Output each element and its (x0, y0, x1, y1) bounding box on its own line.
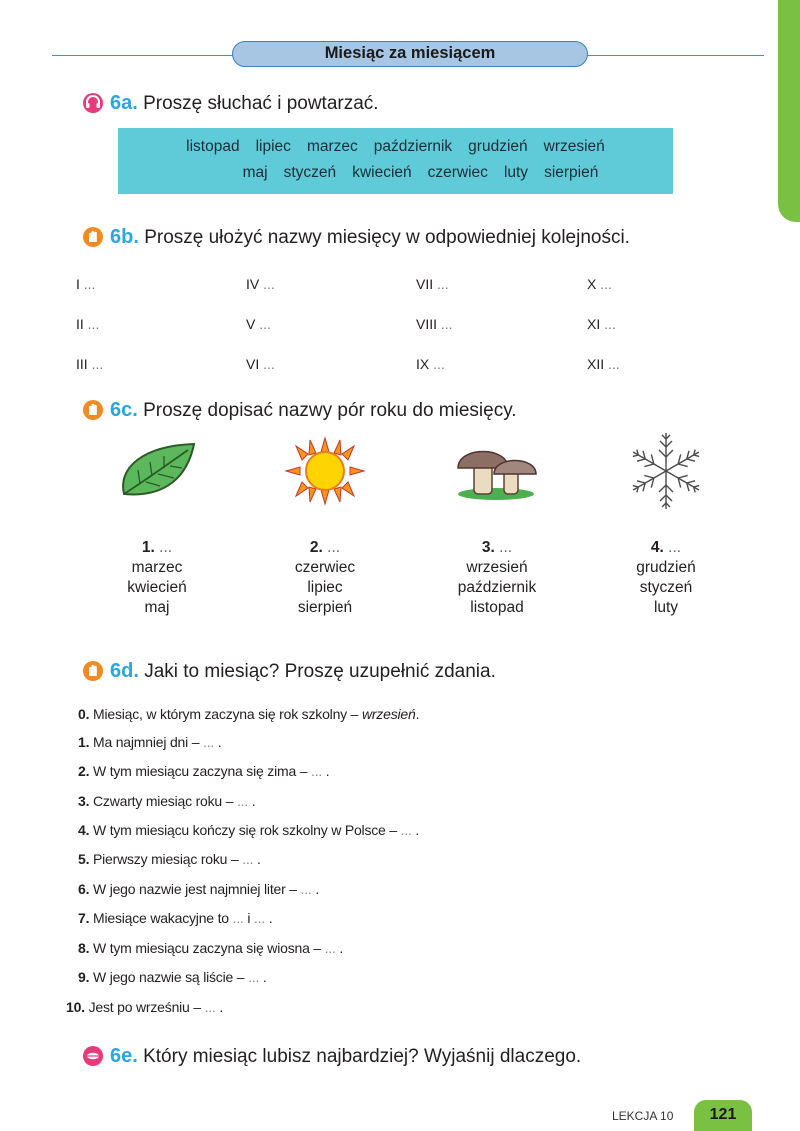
exercise-number: 6d. (110, 660, 139, 682)
sentence-2: 2. W tym miesiącu zaczyna się zima – ... . (78, 763, 330, 779)
sentence-8: 8. W tym miesiącu zaczyna się wiosna – ... . (78, 940, 344, 956)
months-banner (118, 128, 673, 194)
hand-icon (82, 226, 104, 253)
lesson-label: LEKCJA 10 (612, 1109, 674, 1123)
roman-slot: III ... (76, 356, 104, 372)
month-word: listopad (186, 138, 240, 155)
sentence-0: 0. Miesiąc, w którym zaczyna się rok szkolny – wrzesień. (78, 706, 420, 722)
page-number: 121 (694, 1100, 752, 1131)
leaf-icon (116, 440, 198, 502)
speech-icon (82, 1045, 104, 1072)
month-word: styczeń (283, 164, 337, 181)
month-word: maj (242, 164, 268, 181)
hand-icon (82, 399, 104, 426)
sentence-5: 5. Pierwszy miesiąc roku – ... . (78, 851, 261, 867)
exercise-number: 6a. (110, 92, 138, 114)
sentence-1: 1. Ma najmniej dni – ... . (78, 734, 222, 750)
roman-slot: VIII ... (416, 316, 453, 332)
exercise-instruction: Jaki to miesiąc? Proszę uzupełnić zdania. (144, 661, 496, 682)
month-word: luty (503, 164, 529, 181)
sun-icon (282, 436, 368, 506)
exercise-number: 6b. (110, 226, 139, 248)
month-word: październik (373, 138, 453, 155)
exercise-6a-title (110, 91, 379, 116)
roman-slot: X ... (587, 276, 612, 292)
season-column-4: 4. ... grudzień styczeń luty (636, 539, 696, 616)
season-column-2: 2. ... czerwiec lipiec sierpień (294, 539, 356, 616)
month-word: sierpień (544, 164, 599, 181)
month-word: wrzesień (543, 138, 605, 155)
exercise-instruction: Proszę słuchać i powtarzać. (143, 93, 379, 114)
month-word: grudzień (468, 138, 528, 155)
sentence-9: 9. W jego nazwie są liście – ... . (78, 969, 267, 985)
mushroom-icon (452, 440, 540, 502)
exercise-number: 6e. (110, 1045, 138, 1067)
sentence-4: 4. W tym miesiącu kończy się rok szkolny w Polsce – ... . (78, 822, 420, 838)
month-word: lipiec (255, 138, 291, 155)
exercise-6b-title (110, 225, 630, 250)
chapter-tab (778, 0, 800, 222)
exercise-instruction: Który miesiąc lubisz najbardziej? Wyjaśnij dlaczego. (143, 1046, 582, 1067)
sentence-6: 6. W jego nazwie jest najmniej liter – ... . (78, 881, 320, 897)
roman-slot: XI ... (587, 316, 616, 332)
roman-slot: I ... (76, 276, 96, 292)
month-word: kwiecień (352, 164, 412, 181)
roman-slot: II ... (76, 316, 100, 332)
roman-slot: VII ... (416, 276, 449, 292)
season-column-3: 3. ... wrzesień październik listopad (457, 539, 537, 616)
roman-slot: V ... (246, 316, 271, 332)
sentence-3: 3. Czwarty miesiąc roku – ... . (78, 793, 256, 809)
months-row-2 (143, 164, 698, 182)
exercise-instruction: Proszę dopisać nazwy pór roku do miesięcy. (143, 400, 517, 421)
headphones-icon (82, 92, 104, 119)
months-row-1 (118, 138, 673, 156)
snowflake-icon (624, 430, 708, 512)
roman-slot: XII ... (587, 356, 620, 372)
hand-icon (82, 660, 104, 687)
section-title: Miesiąc za miesiącem (232, 41, 588, 67)
roman-slot: IV ... (246, 276, 275, 292)
season-column-1: 1. ... marzec kwiecień maj (127, 539, 187, 616)
roman-slot: VI ... (246, 356, 275, 372)
exercise-instruction: Proszę ułożyć nazwy miesięcy w odpowiedniej kolejności. (144, 227, 630, 248)
sentence-10: 10. Jest po wrześniu – ... . (66, 999, 224, 1015)
sentence-7: 7. Miesiące wakacyjne to ... i ... . (78, 910, 273, 926)
month-word: marzec (306, 138, 358, 155)
roman-slot: IX ... (416, 356, 445, 372)
exercise-6d-title (110, 659, 496, 684)
month-word: czerwiec (427, 164, 488, 181)
exercise-6e-title (110, 1044, 581, 1069)
exercise-number: 6c. (110, 399, 138, 421)
exercise-6c-title (110, 398, 517, 423)
